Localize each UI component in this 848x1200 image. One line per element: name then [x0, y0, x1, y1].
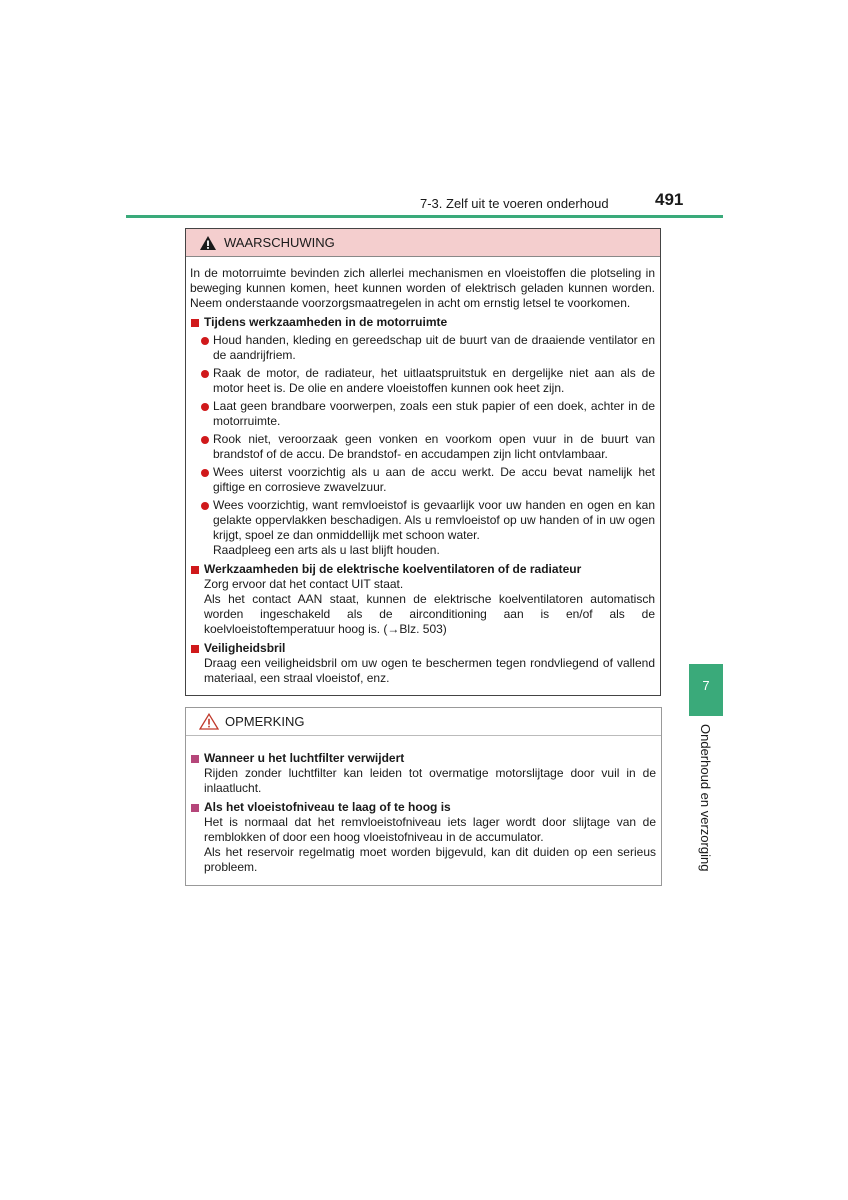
list-item — [190, 498, 655, 558]
list-item-text: Laat geen brandbare voorwerpen, zoals een stuk papier of een doek, achter in de motorruimte. — [213, 399, 655, 428]
page-number: 491 — [655, 190, 684, 209]
list-item — [190, 465, 655, 495]
section-text: Zorg ervoor dat het contact UIT staat. — [204, 577, 404, 591]
warning-body — [186, 257, 660, 686]
note-title: OPMERKING — [225, 714, 305, 729]
note-section-heading — [190, 751, 656, 766]
list-item — [190, 333, 655, 363]
round-bullet-icon — [201, 469, 209, 477]
warning-section-title: Tijdens werkzaamheden in de motorruimte — [204, 315, 448, 329]
section-text: Rijden zonder luchtfilter kan leiden tot overmatige motorslijtage door vuil in de inlaatlucht. — [204, 766, 656, 795]
list-item-text: Rook niet, veroorzaak geen vonken en voorkom open vuur in de buurt van brandstof of de accu. De brandstof- en accudampen zijn licht ontvlambaar. — [213, 432, 655, 461]
header-rule — [126, 215, 723, 218]
section-text: Draag een veiligheidsbril om uw ogen te beschermen tegen rondvliegend of vallend materiaal, een straal vloeistof, enz. — [204, 656, 655, 685]
list-item-text — [213, 498, 655, 558]
square-bullet-icon — [191, 645, 199, 653]
note-section-title: Wanneer u het luchtfilter verwijdert — [204, 751, 405, 765]
square-bullet-icon — [191, 804, 199, 812]
warning-header — [186, 229, 660, 257]
warning-intro: In de motorruimte bevinden zich allerlei mechanismen en vloeistoffen die plotseling in beweging kunnen komen, heet kunnen worden of elektrisch geladen kunnen worden. Neem onderstaande voorzorgsmaatregelen in acht om ernstig letsel te voorkomen. — [190, 266, 655, 310]
caution-triangle-icon — [199, 713, 219, 730]
warning-section-heading — [190, 562, 655, 577]
list-item-text: Wees uiterst voorzichtig als u aan de accu werkt. De accu bevat namelijk het giftige en corrosieve zwavelzuur. — [213, 465, 655, 494]
round-bullet-icon — [201, 370, 209, 378]
section-title: 7-3. Zelf uit te voeren onderhoud — [420, 196, 609, 211]
list-item-text: Raak de motor, de radiateur, het uitlaatspruitstuk en dergelijke niet aan als de motor heet is. De olie en andere vloeistoffen kunnen ook heet zijn. — [213, 366, 655, 395]
note-body — [186, 736, 661, 875]
section-text: Als het reservoir regelmatig moet worden bijgevuld, kan dit duiden op een serieus probleem. — [204, 845, 656, 874]
round-bullet-icon — [201, 436, 209, 444]
note-section-heading — [190, 800, 656, 815]
list-item — [190, 366, 655, 396]
warning-triangle-icon — [199, 235, 217, 251]
list-item-text: Houd handen, kleding en gereedschap uit de buurt van de draaiende ventilator en de aandrijfriem. — [213, 333, 655, 362]
warning-section-heading — [190, 315, 655, 330]
warning-box — [185, 228, 661, 696]
section-text: Als het contact AAN staat, kunnen de elektrische koelventilatoren automatisch worden ingeschakeld als de airconditioning aan is en/of als de koelvloeistoftemperatuur hoog is. (→Blz. 503) — [204, 592, 655, 636]
square-bullet-icon — [191, 755, 199, 763]
note-box — [185, 707, 662, 886]
list-item-text-extra: Raadpleeg een arts als u last blijft houden. — [213, 543, 440, 557]
round-bullet-icon — [201, 502, 209, 510]
note-header — [186, 708, 661, 736]
chapter-label: Onderhoud en verzorging — [698, 724, 713, 872]
round-bullet-icon — [201, 337, 209, 345]
section-text: Het is normaal dat het remvloeistofniveau iets lager wordt door slijtage van de remblokken of door een hoog vloeistofniveau in de accumulator. — [204, 815, 656, 844]
square-bullet-icon — [191, 566, 199, 574]
list-item-text-main: Wees voorzichtig, want remvloeistof is gevaarlijk voor uw handen en ogen en kan gelakte oppervlakken beschadigen. Als u remvloeistof op uw handen of in uw ogen krijgt, spoel ze dan onmiddellijk met schoon water. — [213, 498, 655, 542]
warning-section-title: Werkzaamheden bij de elektrische koelventilatoren of de radiateur — [204, 562, 582, 576]
square-bullet-icon — [191, 319, 199, 327]
round-bullet-icon — [201, 403, 209, 411]
list-item — [190, 399, 655, 429]
warning-section-title: Veiligheidsbril — [204, 641, 286, 655]
chapter-tab: 7 — [689, 664, 723, 716]
warning-title: WAARSCHUWING — [224, 235, 335, 250]
note-section-title: Als het vloeistofniveau te laag of te hoog is — [204, 800, 451, 814]
warning-section-heading — [190, 641, 655, 656]
list-item — [190, 432, 655, 462]
